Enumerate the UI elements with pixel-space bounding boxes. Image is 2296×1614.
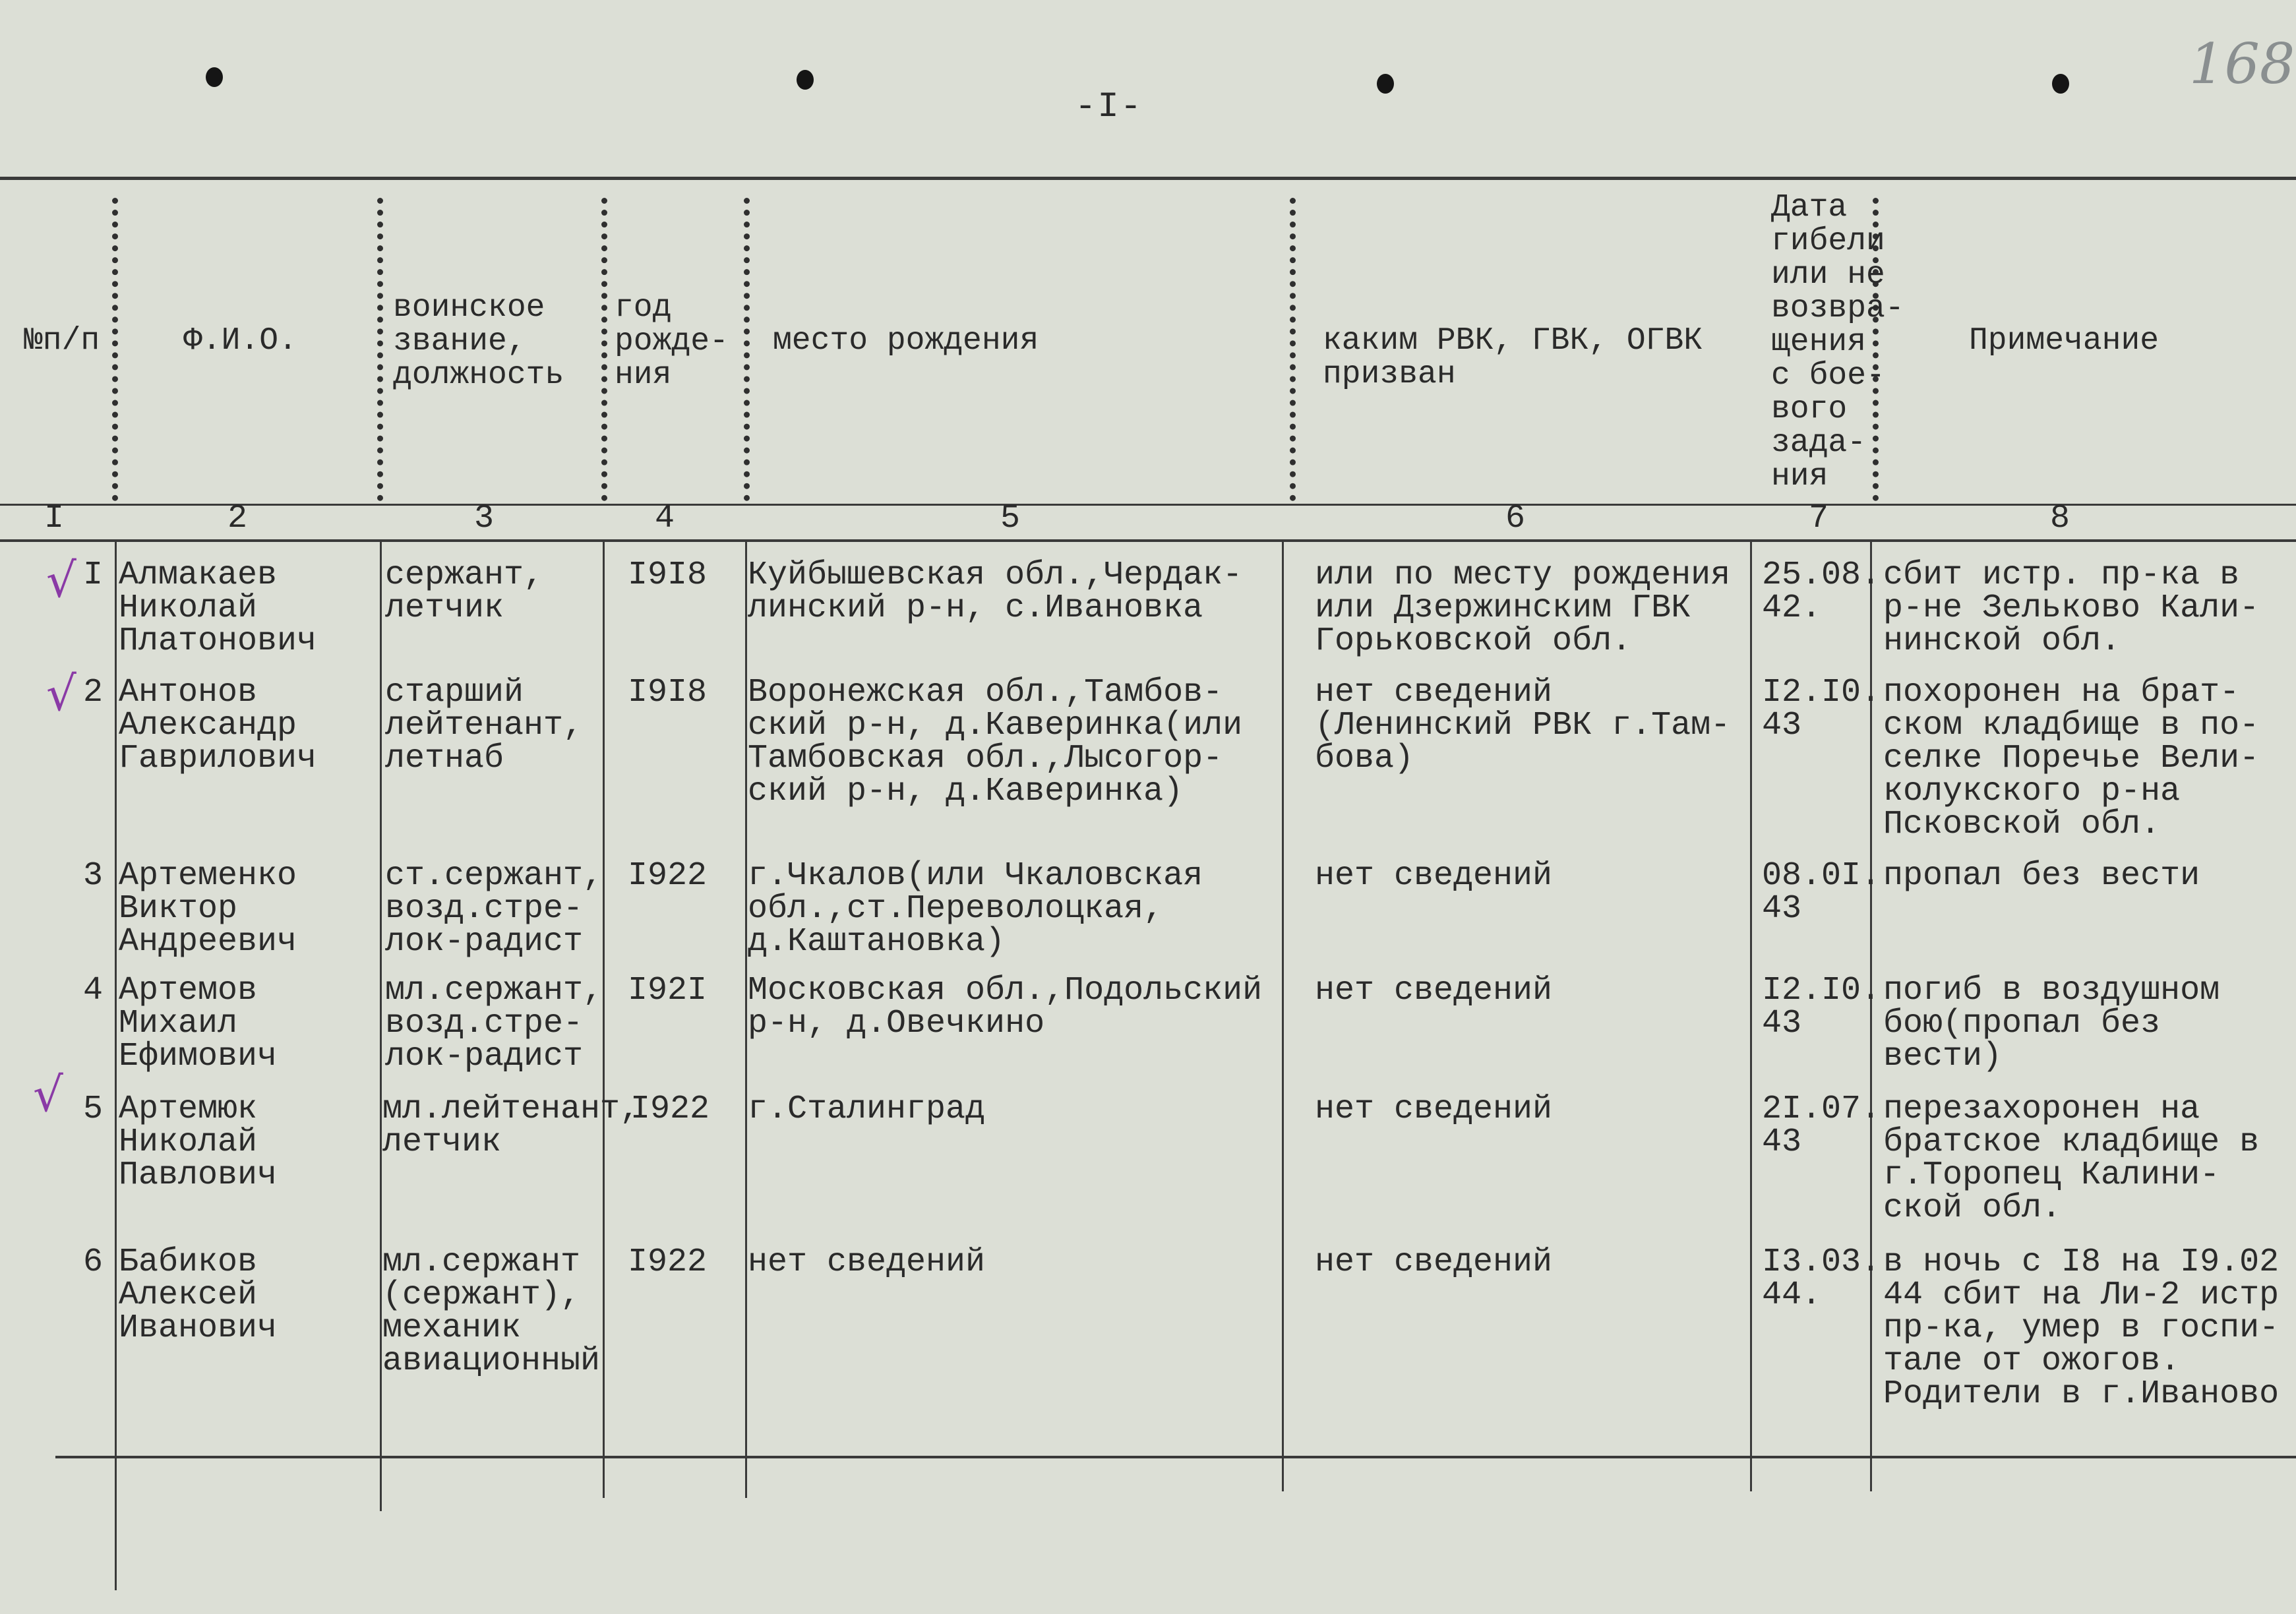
- column-line: [115, 542, 117, 1590]
- header-num: №п/п: [24, 323, 100, 359]
- header-separator: [377, 198, 383, 501]
- row-year: I9I8: [628, 674, 708, 711]
- row-birthplace: нет сведений: [748, 1243, 986, 1281]
- row-birthplace: г.Сталинград: [748, 1091, 986, 1128]
- row-num: 3: [82, 857, 103, 895]
- header-fio: Ф.И.О.: [183, 323, 297, 359]
- column-number: 4: [654, 500, 675, 537]
- row-rank: мл.сержант, возд.стре- лок-радист: [385, 972, 603, 1075]
- row-drafted: нет сведений: [1315, 1243, 1553, 1281]
- archive-sheet-number: 168: [2189, 32, 2295, 96]
- row-date: 25.08. 42.: [1762, 556, 1881, 627]
- row-birthplace: Московская обл.,Подольский р-н, д.Овечкино: [748, 972, 1263, 1042]
- column-number: 7: [1808, 500, 1828, 537]
- row-note: перезахоронен на братское кладбище в г.Торопец Калини- ской обл.: [1883, 1091, 2260, 1227]
- row-drafted: нет сведений: [1315, 972, 1553, 1009]
- column-number-rule: [0, 539, 2296, 542]
- row-num: I: [82, 556, 103, 594]
- row-drafted: нет сведений: [1315, 857, 1553, 895]
- table-top-rule: [0, 177, 2296, 180]
- check-mark-icon: √: [46, 666, 76, 721]
- row-note: пропал без вести: [1883, 857, 2200, 895]
- row-fio: Алмакаев Николай Платонович: [119, 556, 317, 660]
- header-separator: [1290, 198, 1296, 501]
- punch-hole: [797, 70, 814, 90]
- row-birthplace: г.Чкалов(или Чкаловская обл.,ст.Переволоцкая, д.Каштановка): [748, 857, 1203, 961]
- row-fio: Бабиков Алексей Иванович: [119, 1243, 278, 1347]
- row-year: I9I8: [628, 556, 708, 594]
- header-drafted: каким РВК, ГВК, ОГВК призван: [1323, 323, 1703, 392]
- header-death-date: Дата гибели или не возвра- щения с боe- вого зада- ния: [1771, 190, 1904, 494]
- row-rank: сержант, летчик: [385, 556, 544, 627]
- row-num: 6: [82, 1243, 103, 1281]
- column-number: I: [44, 500, 64, 537]
- table-bottom-rule: [55, 1456, 2296, 1458]
- row-note: в ночь с I8 на I9.02 44 сбит на Ли-2 истр пр-ка, умер в госпи- тале от ожогов. Родители в г.Иваново: [1883, 1243, 2280, 1413]
- row-fio: Артеменко Виктор Андреевич: [119, 857, 297, 961]
- row-num: 4: [82, 972, 103, 1009]
- row-fio: Артемюк Николай Павлович: [119, 1091, 278, 1194]
- row-year: I92I: [628, 972, 708, 1009]
- column-number: 6: [1505, 500, 1525, 537]
- punch-hole: [206, 67, 223, 87]
- row-rank: ст.сержант, возд.стре- лок-радист: [385, 857, 603, 961]
- row-birthplace: Воронежская обл.,Тамбов- ский р-н, д.Каверинка(или Тамбовская обл.,Лысогор- ский р-н, д.Каверинка): [748, 674, 1243, 810]
- row-date: I3.03. 44.: [1762, 1243, 1881, 1314]
- header-separator: [744, 198, 750, 501]
- header-separator: [601, 198, 607, 501]
- row-drafted: или по месту рождения или Дзержинским ГВК Горьковской обл.: [1315, 556, 1731, 660]
- row-date: I2.I0. 43: [1762, 972, 1881, 1042]
- column-line: [1750, 542, 1752, 1491]
- row-rank: мл.сержант (сержант), механик авиационный: [382, 1243, 601, 1380]
- header-separator: [112, 198, 118, 501]
- check-mark-icon: √: [33, 1067, 63, 1122]
- row-year: I922: [628, 1243, 708, 1281]
- row-note: сбит истр. пр-ка в р-не Зельково Кали- нинской обл.: [1883, 556, 2260, 660]
- header-year: год рожде- ния: [615, 290, 729, 393]
- row-date: I2.I0. 43: [1762, 674, 1881, 744]
- row-date: 2I.07. 43: [1762, 1091, 1881, 1161]
- column-line: [1282, 542, 1284, 1491]
- column-number: 8: [2049, 500, 2070, 537]
- row-fio: Антонов Александр Гаврилович: [119, 674, 317, 777]
- row-rank: старший лейтенант, летнаб: [385, 674, 584, 777]
- row-year: I922: [628, 857, 708, 895]
- header-rank: воинское звание, должность: [393, 290, 564, 393]
- column-number: 2: [227, 500, 247, 537]
- row-birthplace: Куйбышевская обл.,Чердак- линский р-н, с.Ивановка: [748, 556, 1243, 627]
- column-line: [603, 542, 605, 1498]
- column-number: 3: [473, 500, 494, 537]
- row-date: 08.0I. 43: [1762, 857, 1881, 928]
- page-number: -I-: [1075, 87, 1143, 127]
- row-drafted: нет сведений (Ленинский РВК г.Там- бова): [1315, 674, 1731, 777]
- check-mark-icon: √: [46, 553, 76, 608]
- row-year: I922: [630, 1091, 710, 1128]
- header-birthplace: место рождения: [773, 323, 1039, 359]
- column-line: [380, 542, 382, 1511]
- punch-hole: [1377, 74, 1394, 94]
- punch-hole: [2052, 74, 2069, 94]
- row-num: 2: [82, 674, 103, 711]
- column-number: 5: [1000, 500, 1020, 537]
- column-line: [745, 542, 747, 1498]
- header-note: Примечание: [1969, 323, 2160, 359]
- row-note: похоронен на брат- ском кладбище в по- селке Поречье Вели- колукского р-на Псковской обл.: [1883, 674, 2260, 843]
- row-num: 5: [82, 1091, 103, 1128]
- row-note: погиб в воздушном бою(пропал без вести): [1883, 972, 2220, 1075]
- row-drafted: нет сведений: [1315, 1091, 1553, 1128]
- row-rank: мл.лейтенант, летчик: [382, 1091, 640, 1161]
- header-bottom-rule: [0, 504, 2296, 506]
- row-fio: Артемов Михаил Ефимович: [119, 972, 278, 1075]
